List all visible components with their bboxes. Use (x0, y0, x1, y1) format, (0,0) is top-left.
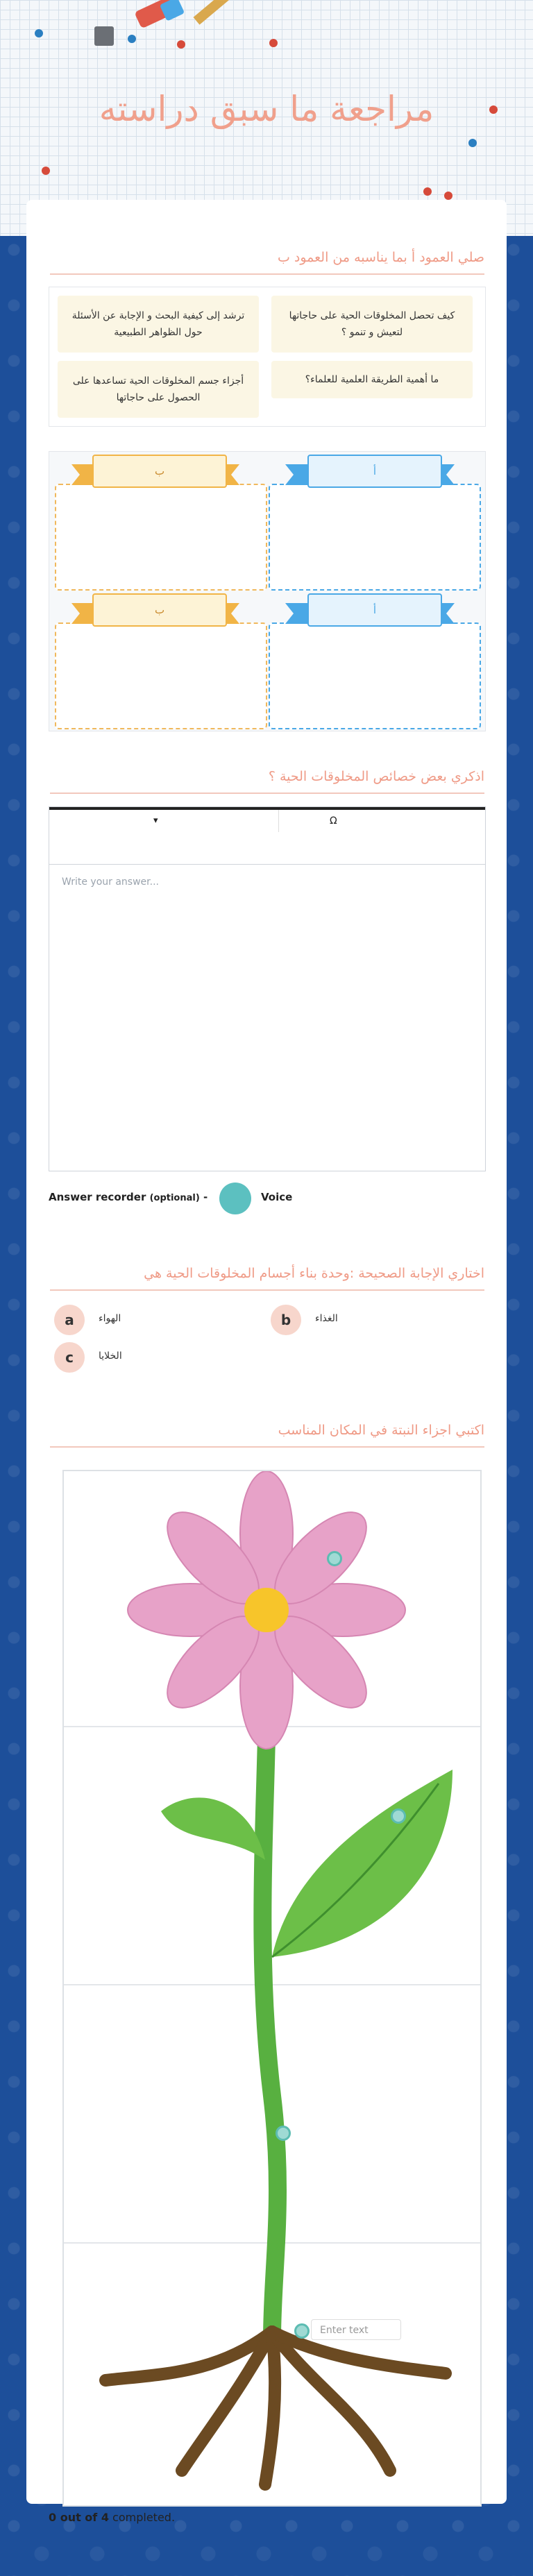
special-character-icon[interactable]: Ω (330, 815, 337, 827)
column-b-label: ب (92, 593, 227, 627)
decor-dot (269, 39, 278, 47)
match-chip[interactable]: ما أهمية الطريقة العلمية للعلماء؟ (271, 361, 473, 398)
page-title: مراجعة ما سبق دراسته (99, 89, 434, 129)
decor-dot (177, 40, 185, 49)
decor-dot (42, 167, 50, 175)
match-chip[interactable]: كيف تحصل المخلوقات الحية على حاجاتها لتعيش و تنمو ؟ (271, 296, 473, 353)
ribbon-tail (71, 464, 95, 485)
option-b-text[interactable]: الغذاء (315, 1313, 338, 1324)
drop-zone-a[interactable] (269, 622, 481, 729)
voice-label: Voice (261, 1191, 293, 1203)
drop-zone-b[interactable] (55, 484, 267, 591)
q2-heading: اذكري بعض خصائص المخلوقات الحية ؟ (50, 769, 484, 794)
root-label-input[interactable]: Enter text (311, 2319, 401, 2340)
option-c-badge[interactable]: c (54, 1342, 85, 1373)
match-target-panel (49, 451, 486, 731)
column-b-label: ب (92, 455, 227, 488)
q3-heading: اختاري الإجابة الصحيحة :وحدة بناء أجسام المخلوقات الحية هي (50, 1266, 484, 1291)
q1-heading: صلي العمود أ بما يناسبه من العمود ب (50, 250, 484, 275)
option-b-badge[interactable]: b (271, 1305, 301, 1335)
answer-recorder-label: Answer recorder (optional) - (49, 1191, 208, 1203)
ribbon-tail (285, 464, 309, 485)
column-a-label: أ (307, 593, 442, 627)
decor-dot (35, 29, 43, 37)
decor-dot (444, 192, 452, 200)
answer-editor[interactable] (49, 806, 486, 1171)
plant-diagram (62, 1470, 482, 2507)
editor-toolbar (49, 807, 485, 865)
label-hotspot-flower[interactable] (327, 1551, 342, 1566)
label-hotspot-root[interactable] (294, 2323, 310, 2339)
q4-heading: اكتبي اجزاء النبتة في المكان المناسب (50, 1423, 484, 1448)
match-source-panel (49, 287, 486, 427)
option-a-text[interactable]: الهواء (99, 1313, 121, 1324)
plant-illustration (64, 1471, 480, 2505)
stationery-decoration (87, 0, 240, 62)
column-a-label: أ (307, 455, 442, 488)
decor-dot (128, 35, 136, 43)
option-c-text[interactable]: الخلايا (99, 1350, 122, 1362)
drop-zone-b[interactable] (55, 622, 267, 729)
format-dropdown-icon[interactable]: ▾ (153, 815, 158, 826)
match-chip[interactable]: ترشد إلى كيفية البحث و الإجابة عن الأسئلة حول الظواهر الطبيعية (58, 296, 259, 353)
completion-status: 0 out of 4 completed. (49, 2511, 176, 2524)
decor-dot (423, 187, 432, 196)
answer-placeholder: Write your answer... (62, 876, 159, 888)
decor-dot (468, 139, 477, 147)
option-a-badge[interactable]: a (54, 1305, 85, 1335)
label-hotspot-stem[interactable] (276, 2126, 291, 2141)
ribbon-tail (71, 603, 95, 624)
drop-zone-a[interactable] (269, 484, 481, 591)
toolbar-divider (278, 810, 279, 832)
ribbon-tail (285, 603, 309, 624)
label-hotspot-leaf[interactable] (391, 1808, 406, 1824)
match-chip[interactable]: أجزاء جسم المخلوقات الحية تساعدها على الحصول على حاجاتها (58, 361, 259, 418)
voice-record-button[interactable] (219, 1183, 251, 1214)
